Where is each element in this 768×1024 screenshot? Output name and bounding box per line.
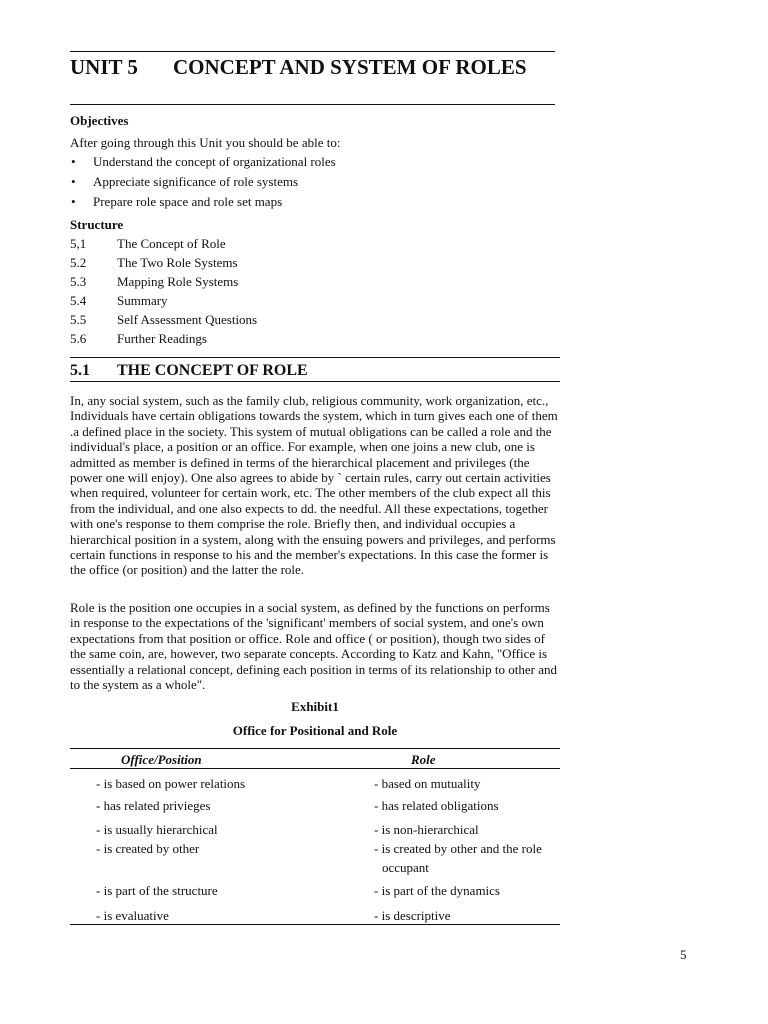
section-title: THE CONCEPT OF ROLE — [117, 362, 308, 379]
structure-title: Further Readings — [117, 331, 207, 346]
section-top-rule — [70, 357, 560, 358]
list-item — [70, 254, 550, 273]
structure-number: 5.4 — [70, 293, 87, 308]
structure-title: The Two Role Systems — [117, 255, 238, 270]
structure-list — [70, 235, 550, 349]
structure-title: Summary — [117, 293, 168, 308]
role-text: - is created by other and the role — [374, 841, 542, 856]
table-top-rule — [70, 748, 560, 749]
objective-text: Understand the concept of organizational roles — [93, 154, 336, 169]
body-paragraph: In, any social system, such as the family club, religious community, work organization, etc., Individuals have certain obligations towards the system, which in turn gives each one of them .a defined place in the society. This system of mutual obligations can be called a role and the individual's place, a position or an office. For example, when one joins a new club, one is admitted as member is defined in terms of the hierarchical placement and privileges (the power one will enjoy). One also agrees to abide by ` certain rules, carry out certain activities when required, volunteer for certain work, etc. The other members of the club expect all this from the individual, and one also expects to dd. the needful. All these expectations, together with one's response to them comprise the role. Briefly then, and individual occupies a hierarchical position in a system, along with the ensuing powers and privileges, and performs certain functions in response to his and the member's expectations. In this case the former is the office (or position) and the latter the role. — [70, 393, 558, 578]
table-cell-role — [374, 840, 564, 876]
title-top-rule — [70, 51, 555, 52]
table-cell-role — [374, 907, 564, 924]
list-item — [70, 330, 550, 349]
exhibit-title: Office for Positional and Role — [232, 723, 398, 738]
structure-number: 5,1 — [70, 236, 87, 251]
objectives-list — [70, 153, 550, 213]
page-number: 5 — [680, 947, 687, 962]
objectives-heading: Objectives — [70, 113, 129, 128]
bullet-icon: • — [71, 154, 76, 169]
structure-number: 5.2 — [70, 255, 87, 270]
list-item — [70, 292, 550, 311]
list-item — [70, 193, 550, 213]
list-item — [70, 173, 550, 193]
table-cell-office: - is based on power relations — [96, 776, 246, 791]
structure-number: 5.5 — [70, 312, 87, 327]
bullet-icon: • — [71, 194, 76, 209]
role-text: - is descriptive — [374, 908, 451, 923]
list-item — [70, 311, 550, 330]
table-cell-role — [374, 882, 564, 899]
table-header-office: Office/Position — [121, 752, 202, 767]
list-item — [70, 273, 550, 292]
role-text: - is non-hierarchical — [374, 822, 479, 837]
objectives-intro: After going through this Unit you should be able to: — [70, 135, 341, 150]
structure-title: The Concept of Role — [117, 236, 226, 251]
body-paragraph: Role is the position one occupies in a social system, as defined by the functions on performs in response to the expectations of the 'significant' members of social system, and one's own expectations from that position or office. Role and office ( or position), though two sides of the same coin, are, however, two separate concepts. According to Katz and Kahn, "Office is essentially a relational concept, defining each position in terms of its relationship to other and to the system as a whole". — [70, 600, 558, 693]
table-cell-office: - is evaluative — [96, 908, 169, 923]
structure-number: 5.6 — [70, 331, 87, 346]
exhibit-label: Exhibit1 — [291, 699, 339, 714]
role-text-continued: occupant — [382, 860, 429, 875]
list-item — [70, 153, 550, 173]
role-text: - is part of the dynamics — [374, 883, 500, 898]
table-cell-role — [374, 775, 564, 792]
table-cell-role — [374, 797, 564, 814]
table-cell-office: - is created by other — [96, 841, 200, 856]
structure-number: 5.3 — [70, 274, 87, 289]
role-text: - has related obligations — [374, 798, 499, 813]
table-cell-office: - is usually hierarchical — [96, 822, 218, 837]
table-cell-office: - has related privieges — [96, 798, 211, 813]
objective-text: Prepare role space and role set maps — [93, 194, 283, 209]
list-item — [70, 235, 550, 254]
structure-title: Mapping Role Systems — [117, 274, 239, 289]
table-header-rule — [70, 768, 560, 769]
section-number: 5.1 — [70, 362, 90, 379]
table-cell-office: - is part of the structure — [96, 883, 218, 898]
table-header-role: Role — [411, 752, 436, 767]
unit-title-text: CONCEPT AND SYSTEM OF ROLES — [173, 55, 527, 79]
unit-number: UNIT 5 — [70, 55, 138, 79]
structure-heading: Structure — [70, 217, 124, 232]
role-text: - based on mutuality — [374, 776, 481, 791]
title-bottom-rule — [70, 104, 555, 105]
structure-title: Self Assessment Questions — [117, 312, 258, 327]
objective-text: Appreciate significance of role systems — [93, 174, 299, 189]
table-cell-role — [374, 821, 564, 838]
bullet-icon: • — [71, 174, 76, 189]
section-bottom-rule — [70, 381, 560, 382]
table-bottom-rule — [70, 924, 560, 925]
